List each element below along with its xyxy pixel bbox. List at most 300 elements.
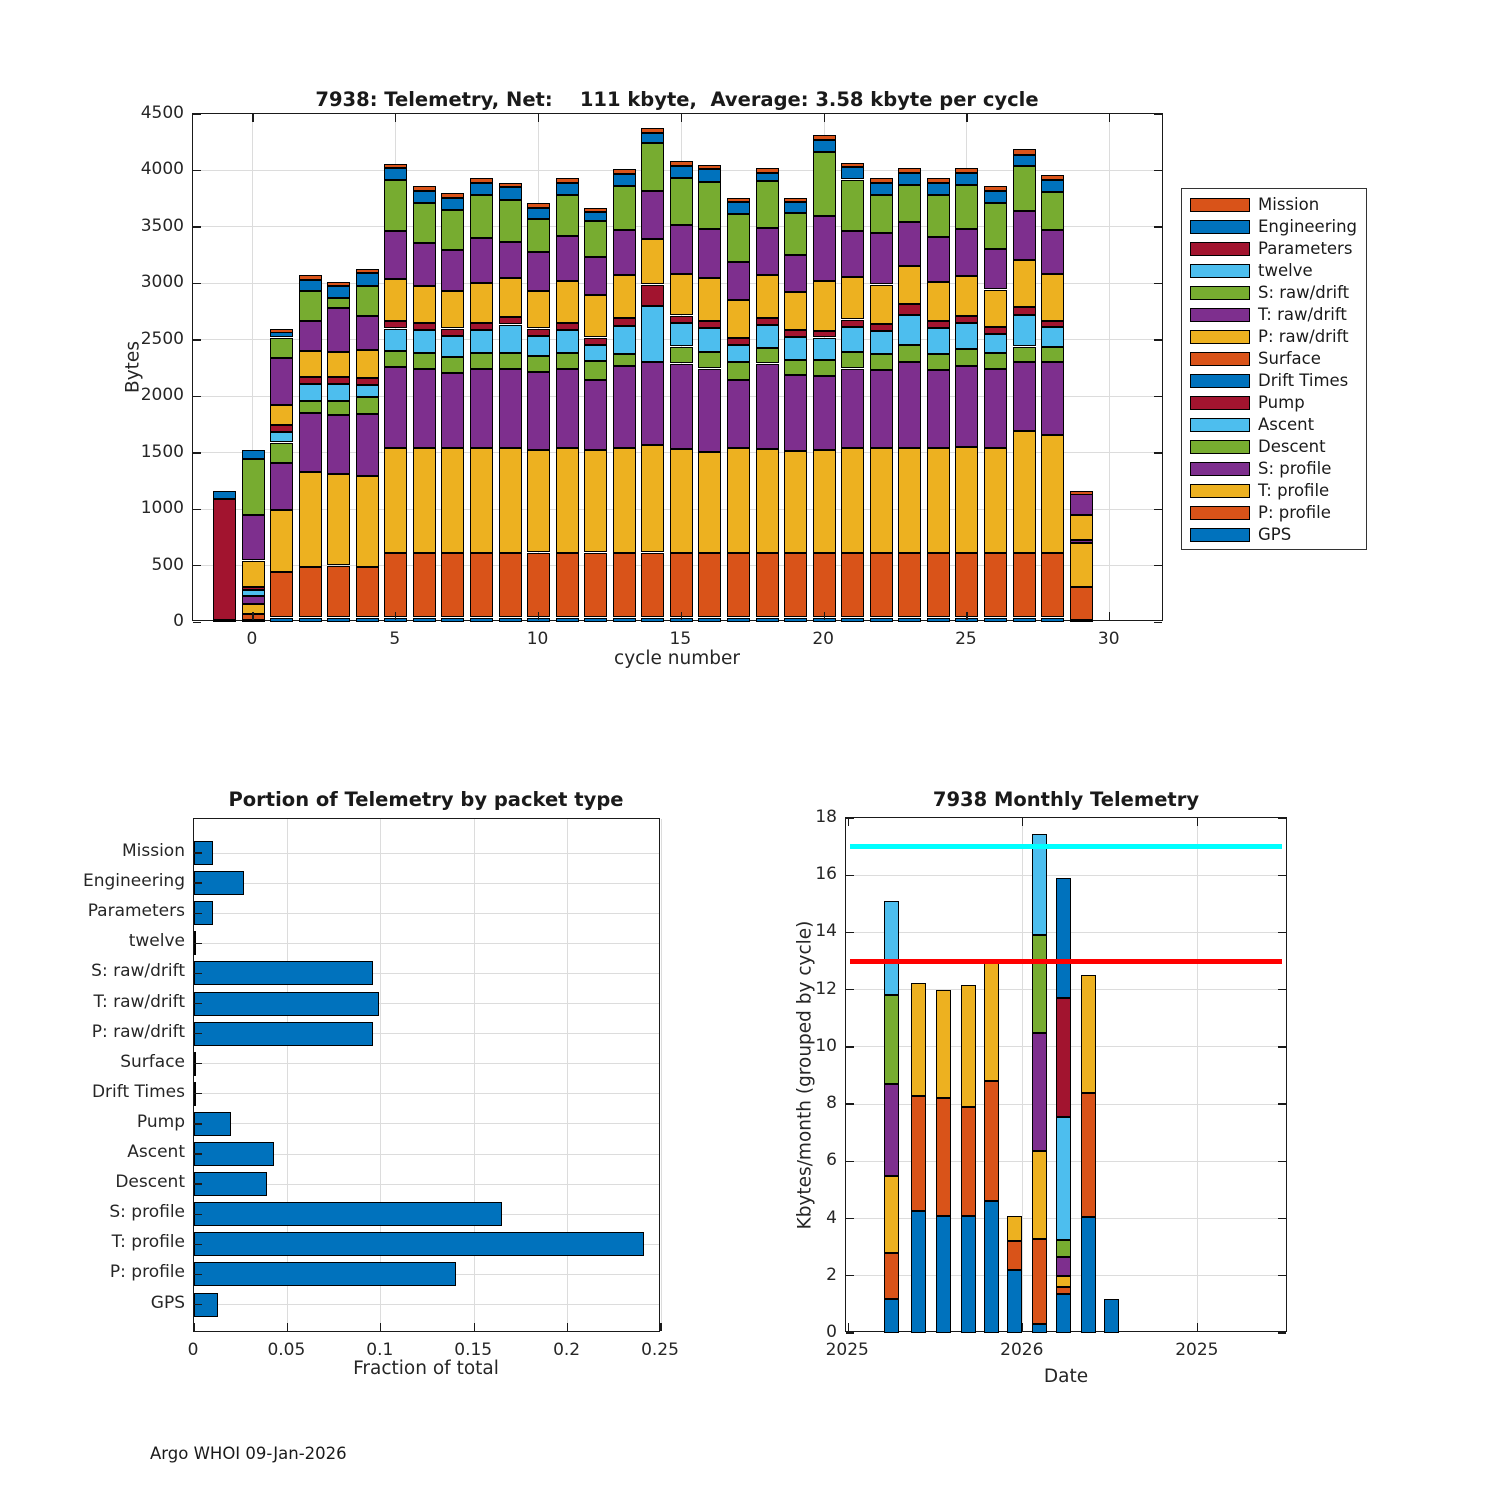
legend-swatch-s--raw-drift: [1190, 286, 1250, 300]
hbar-descent: [194, 1172, 267, 1196]
bar-segment-p--profile: [270, 572, 293, 617]
y-tick: [846, 1275, 854, 1276]
y-tick: [194, 1214, 202, 1215]
bar-segment-s--profile: [1013, 362, 1036, 431]
bar-segment-ascent: [870, 331, 893, 354]
gridline-x: [1109, 114, 1110, 620]
x-tick: [1197, 1323, 1198, 1331]
bar-segment-engineering: [784, 202, 807, 213]
legend-label: Parameters: [1258, 239, 1353, 258]
bar-segment-s--profile: [670, 364, 693, 450]
bar-segment-gps: [613, 618, 636, 623]
y-tick-label: 0: [826, 1322, 837, 1342]
bar-segment-gps: [984, 618, 1007, 623]
bar-segment-pump: [527, 329, 550, 336]
legend-label: P: profile: [1258, 503, 1331, 522]
bar-segment-t--raw-drift: [870, 233, 893, 285]
category-label: Ascent: [127, 1142, 185, 1162]
bar-segment-p--profile: [1013, 553, 1036, 617]
bar-segment-ascent: [327, 384, 350, 401]
category-label: P: raw/drift: [91, 1021, 185, 1042]
bar-segment-s--raw-drift: [327, 298, 350, 308]
monthly-bar-segment: [1032, 1151, 1047, 1238]
legend-label: twelve: [1258, 261, 1313, 280]
bar-segment-engineering: [213, 491, 236, 500]
bar-segment-t--raw-drift: [898, 222, 921, 266]
bar-segment-descent: [413, 353, 436, 369]
bar-segment-ascent: [1013, 315, 1036, 347]
top-chart-xlabel: cycle number: [614, 648, 740, 669]
bar-segment-mission: [841, 163, 864, 168]
bar-segment-p--raw-drift: [784, 292, 807, 329]
legend-entry: [1182, 260, 1366, 282]
monthly-bar-segment: [1081, 1093, 1096, 1218]
x-tick: [567, 1323, 568, 1331]
legend-entry: [1182, 304, 1366, 326]
bar-segment-engineering: [499, 187, 522, 199]
bar-segment-gps: [841, 618, 864, 623]
bar-segment-s--raw-drift: [698, 182, 721, 229]
monthly-bar-segment: [1056, 1276, 1071, 1287]
legend-label: GPS: [1258, 525, 1292, 544]
bar-segment-gps: [584, 618, 607, 623]
hbar-s--raw-drift: [194, 961, 373, 985]
bar-segment-engineering: [670, 166, 693, 178]
bar-segment-s--raw-drift: [470, 195, 493, 238]
y-tick-label: 8: [826, 1093, 837, 1114]
x-tick: [1022, 1323, 1023, 1331]
bar-segment-pump: [556, 323, 579, 330]
top-chart-title: 7938: Telemetry, Net: 111 kbyte, Average: 3.58 kbyte per cycle: [315, 88, 1039, 111]
x-tick-label: 0.2: [553, 1340, 581, 1360]
bar-segment-s--profile: [556, 369, 579, 448]
category-label: Pump: [136, 1111, 185, 1132]
x-tick: [193, 1323, 194, 1331]
bar-segment-t--profile: [299, 472, 322, 567]
gridline-y: [846, 875, 1286, 876]
bar-segment-s--raw-drift: [613, 186, 636, 230]
bar-segment-s--profile: [984, 369, 1007, 448]
bar-segment-p--raw-drift: [841, 277, 864, 320]
bar-segment-ascent: [470, 330, 493, 353]
legend-swatch-p--profile: [1190, 506, 1250, 520]
y-tick-label: 2: [826, 1264, 837, 1285]
bar-segment-descent: [927, 354, 950, 370]
category-label: S: raw/drift: [91, 961, 185, 982]
y-tick: [194, 1183, 202, 1184]
bar-segment-gps: [270, 618, 293, 623]
bar-segment-ascent: [584, 345, 607, 361]
bar-segment-pump: [613, 318, 636, 325]
bar-segment-t--raw-drift: [1041, 230, 1064, 274]
bar-segment-gps: [756, 618, 779, 623]
bar-segment-s--raw-drift: [756, 181, 779, 228]
y-tick: [1278, 1275, 1286, 1276]
bar-segment-ascent: [955, 323, 978, 349]
legend-swatch-t--raw-drift: [1190, 308, 1250, 322]
y-tick: [846, 932, 854, 933]
x-tick: [966, 612, 967, 620]
bar-segment-t--profile: [955, 447, 978, 553]
monthly-bar-segment: [884, 1299, 899, 1333]
bar-segment-p--raw-drift: [413, 286, 436, 323]
monthly-bar-segment: [1081, 1217, 1096, 1333]
bar-segment-p--profile: [727, 553, 750, 618]
bar-segment-s--profile: [641, 362, 664, 445]
bar-segment-t--raw-drift: [556, 236, 579, 281]
bar-segment-s--profile: [727, 380, 750, 447]
y-tick: [194, 1093, 202, 1094]
monthly-bar-segment: [1032, 1033, 1047, 1152]
y-tick-label: 4: [826, 1207, 837, 1228]
bar-segment-t--profile: [556, 448, 579, 553]
bar-segment-s--profile: [955, 366, 978, 447]
y-tick: [846, 1218, 854, 1219]
y-tick: [1278, 989, 1286, 990]
gridline-y: [194, 853, 659, 854]
bar-segment-s--raw-drift: [898, 185, 921, 222]
monthly-bar-segment: [884, 1253, 899, 1299]
bar-segment-t--profile: [813, 450, 836, 553]
bar-segment-gps: [927, 618, 950, 623]
category-label: Drift Times: [91, 1081, 185, 1102]
y-tick: [194, 1274, 202, 1275]
bar-segment-p--raw-drift: [470, 283, 493, 323]
bar-segment-mission: [499, 183, 522, 188]
bar-segment-t--profile: [441, 448, 464, 553]
bar-segment-engineering: [299, 280, 322, 291]
bar-segment-t--profile: [756, 449, 779, 552]
portion-chart-xlabel: Fraction of total: [353, 1358, 499, 1379]
bar-segment-descent: [756, 348, 779, 364]
bar-segment-p--profile: [955, 553, 978, 618]
bar-segment-s--profile: [470, 369, 493, 448]
bar-segment-t--raw-drift: [1013, 211, 1036, 260]
bar-segment-descent: [327, 401, 350, 416]
y-tick: [1154, 509, 1162, 510]
category-label: S: profile: [109, 1202, 185, 1223]
bar-segment-descent: [527, 356, 550, 372]
x-tick: [681, 114, 682, 122]
legend-swatch-pump: [1190, 396, 1250, 410]
bar-segment-ascent: [927, 328, 950, 354]
y-tick-label: 2000: [140, 385, 184, 406]
x-tick: [395, 114, 396, 122]
bar-segment-s--profile: [384, 367, 407, 448]
bar-segment-p--raw-drift: [870, 285, 893, 325]
bar-segment-descent: [470, 353, 493, 369]
legend-entry: [1182, 392, 1366, 414]
legend-entry: [1182, 524, 1366, 546]
bar-segment-gps: [299, 618, 322, 623]
bar-segment-t--profile: [898, 448, 921, 553]
bar-segment-t--profile: [270, 510, 293, 572]
bar-segment-engineering: [470, 183, 493, 195]
y-tick: [1154, 226, 1162, 227]
bar-segment-descent: [1013, 347, 1036, 363]
category-label: P: profile: [109, 1262, 185, 1283]
bar-segment-s--profile: [813, 376, 836, 450]
bar-segment-descent: [299, 401, 322, 413]
monthly-bar-segment: [1056, 878, 1071, 998]
x-tick-label: 0.15: [454, 1340, 493, 1360]
x-tick: [966, 114, 967, 122]
bar-segment-ascent: [813, 338, 836, 361]
bar-segment-ascent: [384, 329, 407, 352]
y-tick: [193, 509, 201, 510]
bar-segment-s--raw-drift: [670, 178, 693, 225]
bar-segment-descent: [441, 357, 464, 373]
x-tick-label: 0.25: [641, 1340, 679, 1360]
bar-segment-s--raw-drift: [841, 180, 864, 232]
bar-segment-ascent: [670, 323, 693, 347]
y-tick: [846, 1161, 854, 1162]
bar-segment-gps: [898, 618, 921, 623]
y-tick: [193, 339, 201, 340]
bar-segment-engineering: [556, 183, 579, 195]
bar-segment-ascent: [898, 315, 921, 346]
bar-segment-descent: [898, 345, 921, 362]
category-label: T: profile: [111, 1232, 185, 1253]
y-tick: [1154, 396, 1162, 397]
legend-label: T: profile: [1258, 481, 1330, 500]
bar-segment-s--profile: [756, 364, 779, 450]
bar-segment-pump: [984, 327, 1007, 334]
y-tick: [194, 943, 202, 944]
legend-swatch-p--raw-drift: [1190, 330, 1250, 344]
category-label: Parameters: [87, 901, 185, 922]
bar-segment-ascent: [698, 328, 721, 352]
bar-segment-engineering: [1013, 155, 1036, 166]
bar-segment-gps: [784, 618, 807, 623]
x-tick: [538, 114, 539, 122]
bar-segment-s--profile: [527, 372, 550, 450]
reference-line-17: [850, 844, 1282, 849]
bar-segment-gps: [1013, 618, 1036, 623]
y-tick: [193, 226, 201, 227]
y-tick-label: 12: [815, 978, 837, 999]
bar-segment-p--raw-drift: [1070, 515, 1093, 539]
bar-segment-ascent: [413, 330, 436, 353]
category-label: GPS: [150, 1292, 185, 1313]
bar-segment-p--raw-drift: [898, 266, 921, 303]
bar-segment-p--raw-drift: [927, 282, 950, 320]
x-tick: [252, 114, 253, 122]
reference-line-13: [850, 959, 1282, 964]
legend-entry: [1182, 238, 1366, 260]
monthly-bar-segment: [936, 1098, 951, 1215]
bar-segment-gps: [327, 618, 350, 623]
monthly-bar-segment: [884, 1176, 899, 1253]
legend-entry: [1182, 436, 1366, 458]
bar-segment-s--raw-drift: [727, 214, 750, 263]
bar-segment-s--raw-drift: [356, 286, 379, 317]
legend-label: S: profile: [1258, 459, 1332, 478]
bar-segment-mission: [584, 208, 607, 213]
bar-segment-t--raw-drift: [784, 255, 807, 292]
bar-segment-pump: [584, 338, 607, 346]
x-tick: [538, 612, 539, 620]
bar-segment-p--raw-drift: [1013, 260, 1036, 307]
bar-segment-gps: [413, 618, 436, 623]
bar-segment-t--raw-drift: [756, 228, 779, 275]
bar-segment-t--raw-drift: [413, 243, 436, 286]
legend-swatch-mission: [1190, 198, 1250, 212]
bar-segment-p--raw-drift: [670, 274, 693, 316]
bar-segment-p--profile: [756, 553, 779, 618]
bar-segment-engineering: [698, 169, 721, 181]
bar-segment-t--raw-drift: [841, 231, 864, 276]
legend-label: Mission: [1258, 195, 1320, 214]
legend-label: P: raw/drift: [1258, 327, 1349, 346]
legend-entry: [1182, 282, 1366, 304]
y-tick: [193, 283, 201, 284]
bar-segment-pump: [841, 320, 864, 327]
x-tick: [824, 114, 825, 122]
bar-segment-s--profile: [784, 375, 807, 451]
y-tick: [1278, 1332, 1286, 1333]
y-tick-label: 18: [815, 807, 837, 827]
hbar-s--profile: [194, 1202, 502, 1226]
bar-segment-s--profile: [499, 369, 522, 448]
y-tick: [1278, 817, 1286, 818]
bar-segment-ascent: [784, 337, 807, 360]
hbar-ascent: [194, 1142, 274, 1166]
legend-label: Ascent: [1258, 415, 1315, 434]
bar-segment-s--profile: [841, 369, 864, 448]
bar-segment-engineering: [384, 168, 407, 180]
bar-segment-gps: [641, 618, 664, 623]
legend-swatch-t--profile: [1190, 484, 1250, 498]
y-tick: [194, 1304, 202, 1305]
bar-segment-s--raw-drift: [955, 185, 978, 229]
bar-segment-t--raw-drift: [641, 191, 664, 240]
bar-segment-ascent: [556, 330, 579, 353]
monthly-bar-segment: [961, 1107, 976, 1216]
legend-label: S: raw/drift: [1258, 283, 1350, 302]
category-label: T: raw/drift: [93, 991, 185, 1012]
bar-segment-t--profile: [870, 448, 893, 553]
monthly-bar-segment: [1081, 975, 1096, 1092]
bar-segment-s--profile: [1041, 362, 1064, 434]
x-tick: [287, 1323, 288, 1331]
bar-segment-ascent: [242, 590, 265, 596]
y-tick: [1154, 170, 1162, 171]
bar-segment-pump: [698, 321, 721, 328]
bar-segment-s--raw-drift: [927, 195, 950, 237]
bar-segment-mission: [384, 164, 407, 168]
bar-segment-descent: [984, 353, 1007, 369]
bar-segment-p--profile: [927, 553, 950, 618]
bar-segment-engineering: [584, 212, 607, 221]
y-tick-label: 6: [826, 1150, 837, 1171]
bar-segment-t--raw-drift: [299, 321, 322, 352]
x-tick: [1022, 818, 1023, 826]
bar-segment-s--raw-drift: [527, 219, 550, 252]
portion-plot: [193, 818, 660, 1332]
bar-segment-mission: [299, 275, 322, 280]
bar-segment-t--raw-drift: [1070, 494, 1093, 515]
bar-segment-pump: [955, 316, 978, 323]
bar-segment-s--profile: [613, 366, 636, 447]
bar-segment-p--profile: [527, 553, 550, 618]
y-tick-label: 500: [151, 554, 184, 575]
bar-segment-gps: [556, 618, 579, 623]
monthly-bar-segment: [911, 1096, 926, 1212]
top-chart-ylabel: Bytes: [122, 341, 144, 393]
bar-segment-p--profile: [556, 553, 579, 618]
bar-segment-t--raw-drift: [613, 230, 636, 275]
bar-segment-t--profile: [499, 448, 522, 553]
monthly-chart-ylabel: Kbytes/month (grouped by cycle): [794, 920, 816, 1230]
bar-segment-engineering: [727, 202, 750, 214]
bar-segment-p--raw-drift: [584, 295, 607, 338]
legend-swatch-drift-times: [1190, 374, 1250, 388]
bar-segment-ascent: [527, 336, 550, 356]
x-tick: [252, 612, 253, 620]
x-tick-label: 0: [187, 1340, 199, 1360]
bar-segment-gps: [727, 618, 750, 623]
y-tick: [1154, 283, 1162, 284]
y-tick: [1278, 875, 1286, 876]
bar-segment-t--profile: [527, 450, 550, 553]
bar-segment-mission: [413, 186, 436, 191]
bar-segment-gps: [1041, 618, 1064, 623]
legend-entry: [1182, 326, 1366, 348]
bar-segment-mission: [927, 178, 950, 183]
bar-segment-engineering: [527, 208, 550, 219]
legend-box: [1181, 188, 1367, 550]
legend-swatch-ascent: [1190, 418, 1250, 432]
y-tick: [193, 622, 201, 623]
bar-segment-p--profile: [499, 553, 522, 618]
bar-segment-mission: [527, 203, 550, 208]
bar-segment-t--profile: [356, 476, 379, 566]
hbar-p--profile: [194, 1262, 456, 1286]
bar-segment-p--profile: [413, 553, 436, 618]
bar-segment-s--raw-drift: [384, 180, 407, 231]
legend-label: Pump: [1258, 393, 1305, 412]
legend-entry: [1182, 194, 1366, 216]
monthly-bar-segment: [1056, 998, 1071, 1117]
bar-segment-engineering: [441, 198, 464, 210]
y-tick: [1278, 932, 1286, 933]
bar-segment-t--profile: [1013, 431, 1036, 553]
bar-segment-ascent: [613, 326, 636, 354]
bar-segment-descent: [556, 353, 579, 369]
bar-segment-p--profile: [641, 553, 664, 618]
bar-segment-s--profile: [299, 413, 322, 472]
x-tick-label: 25: [955, 629, 977, 649]
bar-segment-mission: [556, 178, 579, 183]
x-tick: [395, 612, 396, 620]
bar-segment-engineering: [327, 286, 350, 298]
y-tick: [1154, 114, 1162, 115]
x-tick-label: 2025: [825, 1340, 869, 1360]
bar-segment-gps: [441, 618, 464, 623]
bar-segment-p--profile: [870, 553, 893, 618]
y-tick: [846, 1046, 854, 1047]
bar-segment-mission: [670, 161, 693, 166]
bar-segment-s--raw-drift: [556, 195, 579, 236]
bar-segment-p--raw-drift: [727, 300, 750, 338]
bar-segment-t--profile: [384, 448, 407, 553]
y-tick: [1154, 339, 1162, 340]
bar-segment-p--profile: [784, 553, 807, 618]
y-tick: [194, 973, 202, 974]
bar-segment-p--profile: [470, 553, 493, 618]
bar-segment-t--profile: [927, 448, 950, 553]
